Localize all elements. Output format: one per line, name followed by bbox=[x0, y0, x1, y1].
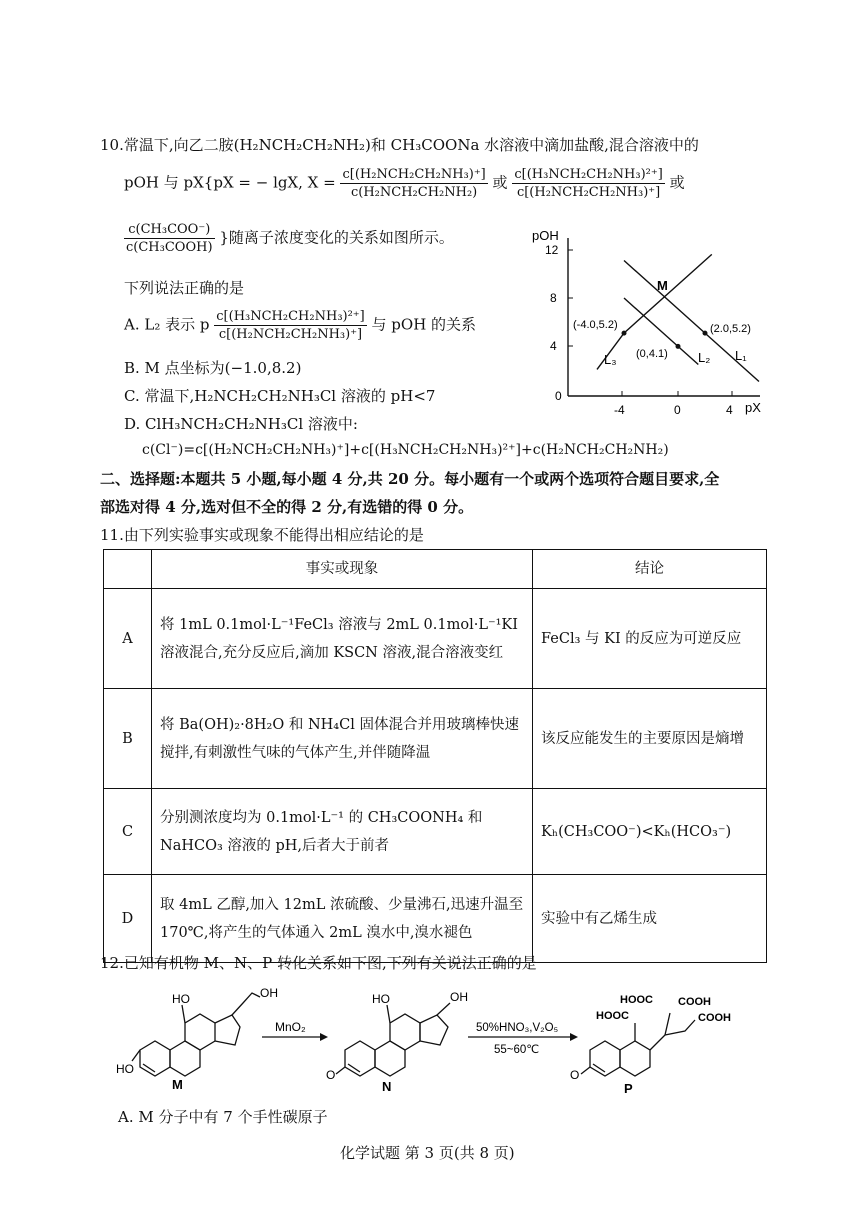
line-label-l3: L₃ bbox=[604, 352, 617, 367]
y-tick-label: 12 bbox=[545, 243, 559, 257]
fraction-numerator: c[(H₂NCH₂CH₂NH₃)⁺] bbox=[342, 167, 486, 182]
p-group-hooc-left: HOOC bbox=[596, 1010, 629, 1022]
table-row bbox=[104, 875, 767, 963]
q10-stem-suffix: }随离子浓度变化的关系如图所示。 bbox=[219, 228, 454, 247]
table-header-cell bbox=[104, 550, 152, 589]
molecule-label-n: N bbox=[382, 1079, 392, 1094]
row-conclusion: Kₕ(CH₃COO⁻)<Kₕ(HCO₃⁻) bbox=[533, 789, 767, 875]
bond bbox=[182, 1005, 185, 1023]
q10-stem-line2 bbox=[124, 166, 685, 201]
point-m-label: M bbox=[657, 278, 668, 293]
bond bbox=[336, 1067, 345, 1074]
q10-or: 或 bbox=[492, 173, 508, 192]
ring-d bbox=[215, 1015, 240, 1045]
molecule-n bbox=[336, 1003, 450, 1076]
table-row bbox=[104, 589, 767, 689]
row-label: C bbox=[104, 789, 152, 875]
y-tick-label: 0 bbox=[555, 389, 562, 403]
molecule-label-m: M bbox=[172, 1077, 183, 1092]
point-label-right: (2.0,5.2) bbox=[710, 323, 751, 335]
ring-b bbox=[170, 1041, 200, 1076]
reaction-scheme bbox=[110, 975, 770, 1105]
p-group-hooc-top: HOOC bbox=[620, 994, 653, 1006]
side-chain bbox=[665, 1020, 695, 1035]
ring-a bbox=[140, 1041, 170, 1076]
page-footer: 化学试题 第 3 页(共 8 页) bbox=[340, 1144, 515, 1162]
q10-option-c: C. 常温下,H₂NCH₂CH₂NH₃Cl 溶液的 pH<7 bbox=[124, 387, 436, 405]
option-a-prefix: A. L₂ 表示 p bbox=[124, 315, 210, 334]
x-tick-label: -4 bbox=[614, 403, 625, 417]
q10-or: 或 bbox=[669, 173, 685, 192]
n-group-o: O bbox=[326, 1068, 336, 1082]
q12-option-a: A. M 分子中有 7 个手性碳原子 bbox=[118, 1108, 328, 1126]
q10-fraction-2 bbox=[512, 166, 664, 201]
table-row bbox=[104, 689, 767, 789]
x-axis-label: pX bbox=[745, 400, 761, 415]
fraction-denominator: c[(H₂NCH₂CH₂NH₃)⁺] bbox=[516, 185, 661, 200]
m-group-oh: OH bbox=[260, 986, 278, 1000]
row-fact: 将 Ba(OH)₂·8H₂O 和 NH₄Cl 固体混合并用玻璃棒快速搅拌,有刺激性气味的气体产生,并伴随降温 bbox=[152, 689, 533, 789]
fraction-numerator: c[(H₃NCH₂CH₂NH₃)²⁺] bbox=[216, 309, 365, 324]
row-fact: 将 1mL 0.1mol·L⁻¹FeCl₃ 溶液与 2mL 0.1mol·L⁻¹KI 溶液混合,充分反应后,滴加 KSCN 溶液,混合溶液变红 bbox=[152, 589, 533, 689]
side-chain bbox=[650, 1013, 670, 1050]
fraction-numerator: c[(H₃NCH₂CH₂NH₃)²⁺] bbox=[514, 167, 663, 182]
poh-px-graph bbox=[520, 222, 770, 422]
option-a-fraction bbox=[214, 308, 366, 343]
double-bond bbox=[143, 1064, 155, 1072]
n-group-oh: OH bbox=[450, 990, 468, 1004]
ring-a bbox=[590, 1041, 620, 1076]
table-header-row bbox=[104, 550, 767, 589]
table-row bbox=[104, 789, 767, 875]
row-fact: 取 4mL 乙醇,加入 12mL 浓硫酸、少量沸石,迅速升温至 170℃,将产生的气体通入 2mL 溴水中,溴水褪色 bbox=[152, 875, 533, 963]
q10-stem-line1: 10.常温下,向乙二胺(H₂NCH₂CH₂NH₂)和 CH₃COONa 水溶液中滴加盐酸,混合溶液中的 bbox=[100, 136, 699, 154]
row-label: D bbox=[104, 875, 152, 963]
double-bond bbox=[593, 1064, 605, 1072]
row-label: B bbox=[104, 689, 152, 789]
bond bbox=[387, 1005, 390, 1023]
section-2-heading-line1: 二、选择题:本题共 5 小题,每小题 4 分,共 20 分。每小题有一个或两个选项符合题目要求,全 bbox=[100, 470, 720, 488]
q10-option-d-equation: c(Cl⁻)=c[(H₂NCH₂CH₂NH₃)⁺]+c[(H₃NCH₂CH₂NH₃)²⁺]+c(H₂NCH₂CH₂NH₂) bbox=[142, 442, 669, 458]
row-fact: 分别测浓度均为 0.1mol·L⁻¹ 的 CH₃COONH₄ 和 NaHCO₃ 溶液的 pH,后者大于前者 bbox=[152, 789, 533, 875]
y-tick-label: 8 bbox=[550, 291, 557, 305]
m-group-ho-top: HO bbox=[172, 992, 190, 1006]
y-axis-label: pOH bbox=[532, 228, 559, 243]
reagent-1: MnO₂ bbox=[275, 1020, 306, 1034]
y-tick-labels bbox=[545, 243, 562, 403]
q10-option-b: B. M 点坐标为(−1.0,8.2) bbox=[124, 359, 302, 377]
q10-fraction-3 bbox=[124, 221, 215, 256]
table-header-cell: 事实或现象 bbox=[152, 550, 533, 589]
y-tick-label: 4 bbox=[550, 339, 557, 353]
ring-b bbox=[375, 1041, 405, 1076]
ring-b bbox=[620, 1041, 650, 1076]
q12-stem: 12.已知有机物 M、N、P 转化关系如下图,下列有关说法正确的是 bbox=[100, 954, 537, 972]
ring-c bbox=[390, 1014, 420, 1050]
double-bond bbox=[348, 1064, 360, 1072]
section-2-heading-line2: 部选对得 4 分,选对但不全的得 2 分,有选错的得 0 分。 bbox=[100, 498, 474, 516]
q10-option-a bbox=[124, 308, 476, 343]
series-line-1 bbox=[624, 261, 759, 382]
q11-table bbox=[103, 549, 767, 963]
line-label-l2: L₂ bbox=[698, 350, 711, 365]
arrowhead-1 bbox=[320, 1033, 328, 1041]
p-group-cooh-right: COOH bbox=[698, 1012, 731, 1024]
data-point-marker bbox=[622, 331, 627, 336]
arrowhead-2 bbox=[570, 1033, 578, 1041]
q10-stem-line3 bbox=[124, 221, 454, 256]
reagent-2-bottom: 55~60℃ bbox=[494, 1044, 540, 1056]
m-group-ho-bottom: HO bbox=[116, 1062, 134, 1076]
fraction-denominator: c(H₂NCH₂CH₂NH₂) bbox=[350, 185, 478, 200]
table-header-cell: 结论 bbox=[533, 550, 767, 589]
bond bbox=[581, 1067, 590, 1074]
row-label: A bbox=[104, 589, 152, 689]
q10-prompt: 下列说法正确的是 bbox=[124, 279, 245, 297]
fraction-numerator: c(CH₃COO⁻) bbox=[124, 221, 215, 239]
q11-stem: 11.由下列实验事实或现象不能得出相应结论的是 bbox=[100, 526, 424, 544]
p-group-cooh-top: COOH bbox=[678, 996, 711, 1008]
x-tick-label: 4 bbox=[726, 403, 733, 417]
bond bbox=[437, 1003, 450, 1015]
point-label-left: (-4.0,5.2) bbox=[573, 319, 618, 331]
point-label-middle: (0,4.1) bbox=[636, 348, 668, 360]
q10-option-d: D. ClH₃NCH₂CH₂NH₃Cl 溶液中: bbox=[124, 415, 358, 433]
row-conclusion: 该反应能发生的主要原因是熵增 bbox=[533, 689, 767, 789]
x-tick-label: 0 bbox=[674, 403, 681, 417]
option-a-suffix: 与 pOH 的关系 bbox=[371, 315, 477, 334]
n-group-ho: HO bbox=[372, 992, 390, 1006]
q10-fraction-1 bbox=[340, 166, 487, 201]
molecule-label-p: P bbox=[624, 1081, 633, 1096]
ring-d bbox=[420, 1015, 448, 1045]
molecule-m bbox=[132, 993, 260, 1076]
fraction-denominator: c[(H₂NCH₂CH₂NH₃)⁺] bbox=[218, 327, 363, 342]
ring-a bbox=[345, 1041, 375, 1076]
p-group-o: O bbox=[570, 1068, 580, 1082]
row-conclusion: FeCl₃ 与 KI 的反应为可逆反应 bbox=[533, 589, 767, 689]
data-point-marker bbox=[703, 331, 708, 336]
reagent-2-top: 50%HNO₃,V₂O₅ bbox=[476, 1022, 559, 1034]
molecule-p bbox=[581, 1013, 695, 1076]
fraction-denominator: c(CH₃COOH) bbox=[126, 240, 213, 255]
row-conclusion: 实验中有乙烯生成 bbox=[533, 875, 767, 963]
line-label-l1: L₁ bbox=[735, 348, 747, 363]
side-chain bbox=[232, 993, 260, 1015]
ring-c bbox=[185, 1014, 215, 1050]
q10-px-definition: pOH 与 pX{pX = − lgX, X = bbox=[124, 173, 336, 192]
bond bbox=[132, 1050, 140, 1061]
data-point-marker bbox=[676, 344, 681, 349]
